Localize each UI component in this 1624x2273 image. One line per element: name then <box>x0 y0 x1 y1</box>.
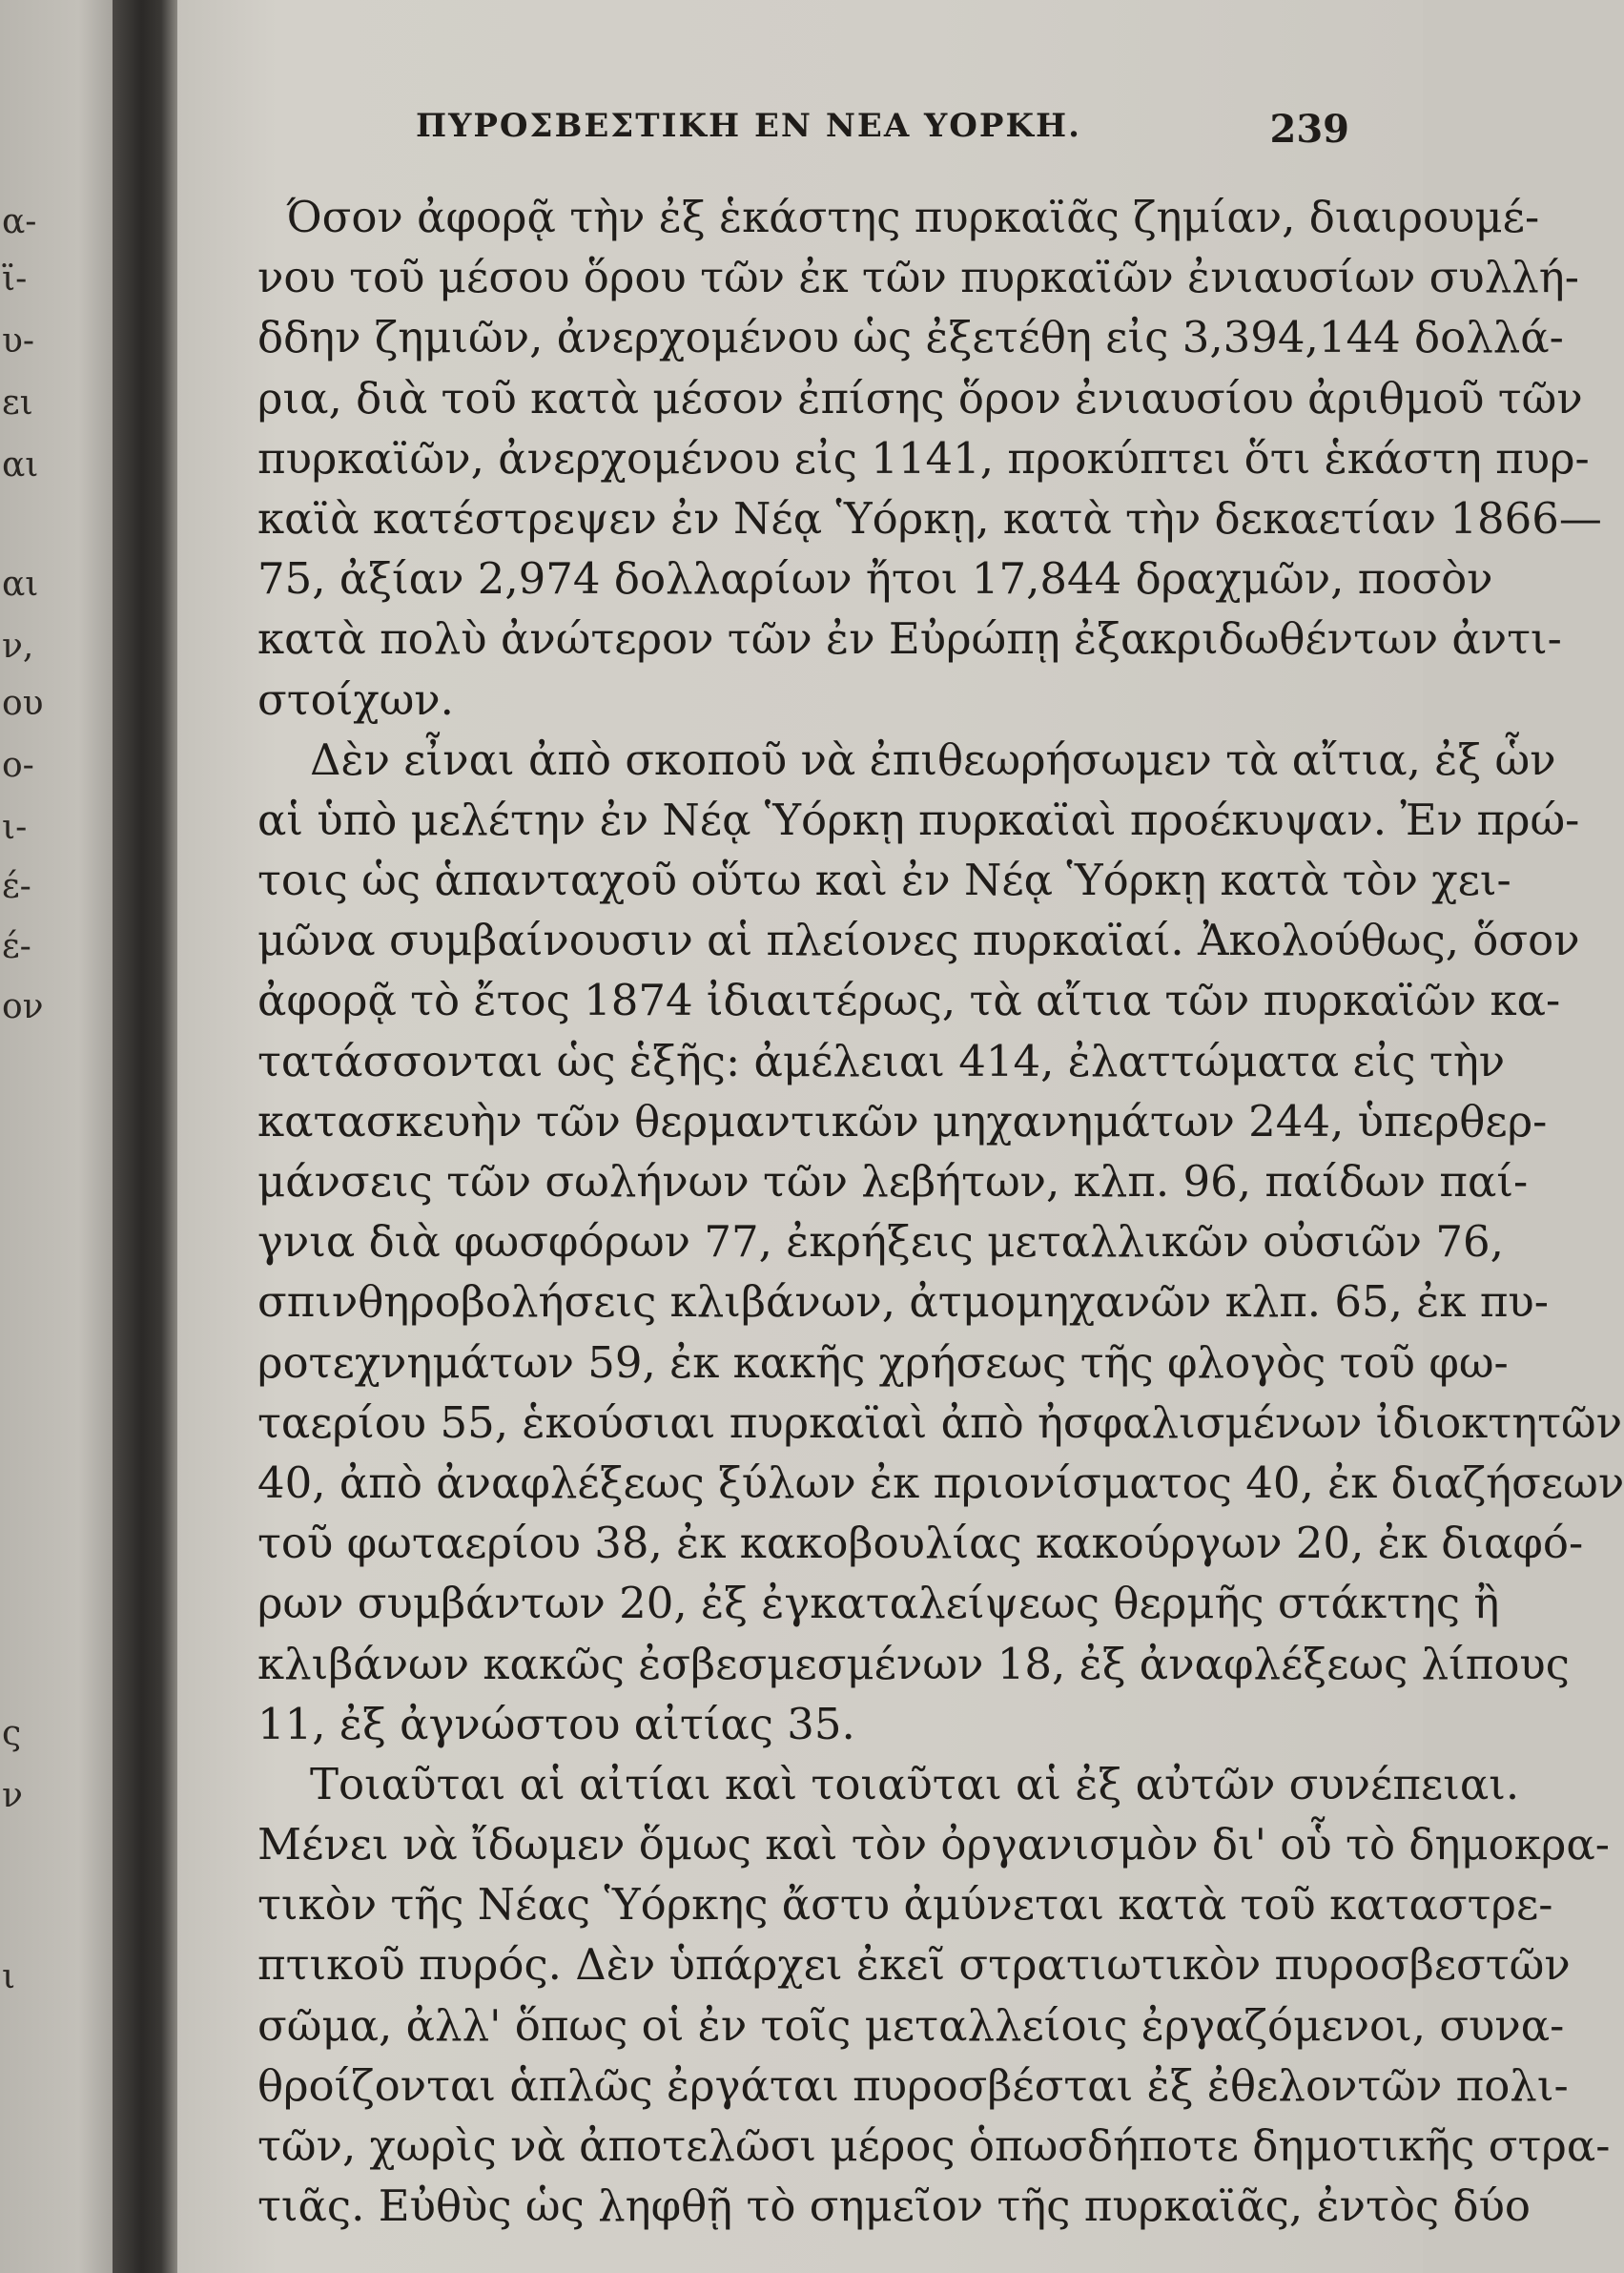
previous-page-edge <box>0 0 113 2273</box>
text-line: δδην ζημιῶν, ἀνερχομένου ὡς ἐξετέθη εἰς 3,394,144 δολλά- <box>257 312 1564 363</box>
prev-page-fragment: έ- <box>2 867 31 906</box>
text-line: ρων συμβάντων 20, ἐξ ἐγκαταλείψεως θερμῆς στάκτης ἢ <box>257 1578 1500 1629</box>
prev-page-fragment: ι <box>2 1957 16 1996</box>
prev-page-fragment: ου <box>2 684 44 723</box>
page-number: 239 <box>1269 107 1349 152</box>
prev-page-fragment: υ- <box>2 321 35 361</box>
running-header <box>319 107 1349 156</box>
text-line: Τοιαῦται αἱ αἰτίαι καὶ τοιαῦται αἱ ἐξ αὐτῶν συνέπειαι. <box>310 1758 1520 1809</box>
prev-page-fragment: έ- <box>2 927 31 966</box>
prev-page-fragment: ν, <box>2 627 34 666</box>
text-line: μάνσεις τῶν σωλήνων τῶν λεβήτων, κλπ. 96, παίδων παί- <box>257 1156 1529 1207</box>
prev-page-fragment: α- <box>2 202 37 241</box>
prev-page-fragment: ϊ- <box>2 259 28 299</box>
text-line: κλιβάνων κακῶς ἐσβεσμεσμένων 18, ἐξ ἀναφλέξεως λίπους <box>257 1638 1570 1689</box>
paragraph <box>257 1754 1611 2237</box>
text-line: 40, ἀπὸ ἀναφλέξεως ξύλων ἐκ πριονίσματος 40, ἐκ διαζήσεων <box>257 1457 1624 1508</box>
prev-page-fragment: ει <box>2 383 33 423</box>
text-line: στοίχων. <box>257 673 454 725</box>
text-line: τοῦ φωταερίου 38, ἐκ κακοβουλίας κακούργων 20, ἐκ διαφό- <box>257 1518 1584 1569</box>
text-line: πυρκαϊῶν, ἀνερχομένου εἰς 1141, προκύπτει ὅτι ἑκάστη πυρ- <box>257 432 1590 484</box>
book-gutter <box>113 0 177 2273</box>
text-line: 75, ἀξίαν 2,974 δολλαρίων ἤτοι 17,844 δραχμῶν, ποσὸν <box>257 553 1493 605</box>
paragraph <box>257 730 1624 1754</box>
text-line: τιᾶς. Εὐθὺς ὡς ληφθῇ τὸ σημεῖον τῆς πυρκαϊᾶς, ἐντὸς δύο <box>257 2180 1531 2232</box>
text-line: Μένει νὰ ἴδωμεν ὅμως καὶ τὸν ὀργανισμὸν δι' οὗ τὸ δημοκρα- <box>257 1819 1610 1870</box>
prev-page-fragment: αι <box>2 445 39 485</box>
text-line: σῶμα, ἀλλ' ὅπως οἱ ἐν τοῖς μεταλλείοις ἐργαζόμενοι, συνα- <box>257 1999 1565 2051</box>
text-line: μῶνα συμβαίνουσιν αἱ πλείονες πυρκαϊαί. Ἀκολούθως, ὅσον <box>257 915 1580 966</box>
text-line: ἀφορᾷ τὸ ἔτος 1874 ἰδιαιτέρως, τὰ αἴτια τῶν πυρκαϊῶν κα- <box>257 975 1561 1026</box>
prev-page-fragment: αι <box>2 565 39 604</box>
text-line: κατασκευὴν τῶν θερμαντικῶν μηχανημάτων 244, ὑπερθερ- <box>257 1095 1548 1147</box>
text-line: τῶν, χωρὶς νὰ ἀποτελῶσι μέρος ὁπωσδήποτε δημοτικῆς στρα- <box>257 2120 1611 2171</box>
running-title: ΠΥΡΟΣΒΕΣΤΙΚΗ ΕΝ ΝΕΑ ΥΟΡΚΗ. <box>415 107 1082 145</box>
paragraph <box>257 187 1602 730</box>
text-line: ροτεχνημάτων 59, ἐκ κακῆς χρήσεως τῆς φλογὸς τοῦ φω- <box>257 1336 1509 1388</box>
text-line: κατὰ πολὺ ἀνώτερον τῶν ἐν Εὐρώπῃ ἐξακριδωθέντων ἀντι- <box>257 613 1562 665</box>
prev-page-fragment: ον <box>2 987 44 1026</box>
text-line: πτικοῦ πυρός. Δὲν ὑπάρχει ἐκεῖ στρατιωτικὸν πυροσβεστῶν <box>257 1939 1571 1991</box>
prev-page-fragment: ν <box>2 1776 23 1815</box>
text-line: 11, ἐξ ἀγνώστου αἰτίας 35. <box>257 1698 855 1749</box>
prev-page-fragment: ο- <box>2 746 34 785</box>
text-line: Δὲν εἶναι ἀπὸ σκοποῦ νὰ ἐπιθεωρήσωμεν τὰ αἴτια, ἐξ ὧν <box>310 734 1556 785</box>
text-line: γνια διὰ φωσφόρων 77, ἐκρήξεις μεταλλικῶν οὐσιῶν 76, <box>257 1216 1504 1268</box>
text-line: τοις ὡς ἁπανταχοῦ οὕτω καὶ ἐν Νέᾳ Ὑόρκῃ κατὰ τὸν χει- <box>257 855 1511 906</box>
text-line: ρια, διὰ τοῦ κατὰ μέσον ἐπίσης ὅρον ἐνιαυσίου ἀριθμοῦ τῶν <box>257 372 1583 424</box>
text-line: ταερίου 55, ἑκούσιαι πυρκαϊαὶ ἀπὸ ἠσφαλισμένων ἰδιοκτητῶν <box>257 1396 1623 1448</box>
text-line: αἱ ὑπὸ μελέτην ἐν Νέᾳ Ὑόρκῃ πυρκαϊαὶ προέκυψαν. Ἐν πρώ- <box>257 794 1580 845</box>
text-line: νου τοῦ μέσου ὅρου τῶν ἐκ τῶν πυρκαϊῶν ἐνιαυσίων συλλή- <box>257 252 1579 303</box>
text-line: τατάσσονται ὡς ἑξῆς: ἀμέλειαι 414, ἐλαττώματα εἰς τὴν <box>257 1035 1506 1086</box>
text-line: τικὸν τῆς Νέας Ὑόρκης ἄστυ ἀμύνεται κατὰ τοῦ καταστρε- <box>257 1879 1553 1931</box>
text-line: σπινθηροβολήσεις κλιβάνων, ἀτμομηχανῶν κλπ. 65, ἐκ πυ- <box>257 1276 1549 1328</box>
body-text <box>257 187 1624 2236</box>
prev-page-fragment: ς <box>2 1714 22 1753</box>
text-line: θροίζονται ἁπλῶς ἐργάται πυροσβέσται ἐξ ἐθελοντῶν πολι- <box>257 2059 1569 2111</box>
prev-page-fragment: ι- <box>2 808 28 847</box>
text-line: Όσον ἀφορᾷ τὴν ἐξ ἑκάστης πυρκαϊᾶς ζημίαν, διαιρουμέ- <box>286 192 1540 242</box>
text-line: καϊὰ κατέστρεψεν ἐν Νέᾳ Ὑόρκῃ, κατὰ τὴν δεκαετίαν 1866— <box>257 492 1602 544</box>
